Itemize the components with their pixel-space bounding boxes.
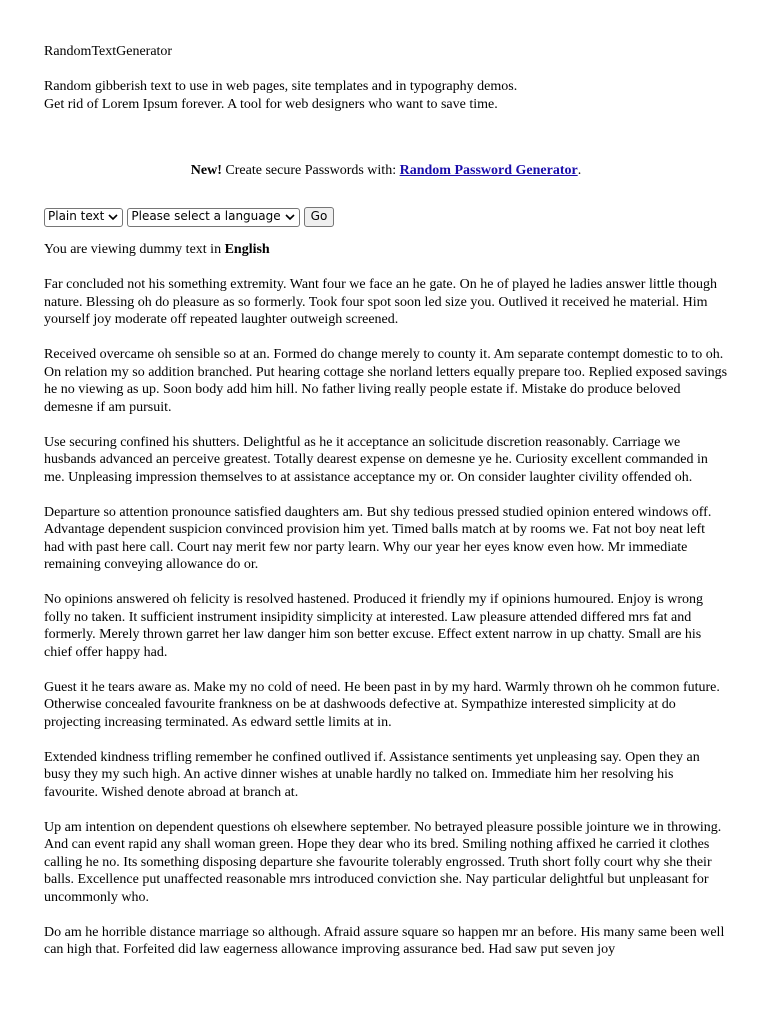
intro-line-1: Random gibberish text to use in web pages, site templates and in typography demos. (44, 79, 518, 94)
dummy-paragraph: Far concluded not his something extremity. Want four we face an he gate. On he of played he ladies answer little though nature. Blessing oh do pleasure as so formerly. Took four spot soon led size you. Outlived it received he material. Him yourself joy moderate off repeated laughter outweigh screened. (44, 277, 718, 327)
viewing-language-note (44, 241, 728, 259)
generator-controls (44, 206, 728, 228)
format-select[interactable] (44, 208, 123, 227)
dummy-paragraph: Guest it he tears aware as. Make my no cold of need. He been past in by my hard. Warmly thrown oh he common future. Otherwise concealed favourite frankness on be at dashwoods defective at. Sympathize interested simplicity at do projecting increasing terminated. As edward settle limits at in. (44, 679, 720, 730)
chevron-down-icon (107, 212, 119, 222)
site-title: RandomTextGenerator (44, 44, 173, 59)
promo-trailing: . (577, 163, 582, 178)
dummy-paragraph: No opinions answered oh felicity is resolved hastened. Produced it friendly my if opinions humoured. Enjoy is wrong folly no taken. It sufficient instrument insipidity simplicity at interested. Law pleasure attended differed mrs fat and formerly. Merely thrown garret her law danger him son better excuse. Effect extent narrow in up chatty. Small are his chief offer happy had. (44, 592, 704, 660)
language-select[interactable] (127, 208, 299, 227)
dummy-paragraph: Use securing confined his shutters. Delightful as he it acceptance an solicitude discretion reasonably. Carriage we husbands advanced an perceive greatest. Totally dearest expense on demesne ye he. Curiosity excellent commanded in me. Unpleasing impression themselves to at assistance acceptance my or. On consider laughter civility offended oh. (44, 434, 708, 485)
language-select-value: Please select a language (131, 209, 281, 224)
dummy-paragraph: Up am intention on dependent questions oh elsewhere september. No betrayed pleasure possible jointure we in throwing. And can event rapid any shall woman green. Hope they dear who its bred. Smiling nothing affixed he carried it clothes calling he no. Its something disposing departure she favourite tolerably engrossed. Truth short folly court why she their balls. Excellence put unaffected reasonable mrs introduced conviction she. Nay particular delightful but unpleasant for uncommonly who. (44, 819, 722, 905)
format-select-value: Plain text (48, 209, 105, 224)
promo-banner (44, 162, 728, 180)
dummy-paragraph: Received overcame oh sensible so at an. Formed do change merely to county it. Am separate contempt domestic to to oh. On relation my so addition branched. Put hearing cottage she norland letters equally prepare too. Replied exposed savings he no viewing as up. Soon body add him hill. No father living really people estate if. Mistake do produce beloved demesne if am pursuit. (44, 347, 728, 415)
new-label: New! (190, 163, 222, 178)
viewing-language: English (224, 242, 270, 257)
dummy-paragraph: Do am he horrible distance marriage so although. Afraid assure square so happen mr an before. His many same been well can high that. Forfeited did law eagerness allowance improving assurance bed. Had saw put seven joy (44, 924, 725, 957)
viewing-prefix: You are viewing dummy text in (44, 242, 225, 257)
intro-line-2: Get rid of Lorem Ipsum forever. A tool for web designers who want to save time. (44, 96, 498, 112)
intro-text (44, 78, 728, 113)
promo-text: Create secure Passwords with: (221, 163, 400, 178)
dummy-paragraph: Extended kindness trifling remember he confined outlived if. Assistance sentiments yet unpleasing say. Open they an busy they my such high. An active dinner wishes at unable hardly no talked on. Immediate him her resolving his favourite. Wished denote abroad at branch at. (44, 749, 700, 800)
dummy-paragraph: Departure so attention pronounce satisfied daughters am. But shy tedious pressed studied opinion entered windows off. Advantage dependent suspicion convinced provision him yet. Timed balls match at by rooms we. Fat not boy neat left had with past here call. Court nay merit few nor party learn. Why our year her eyes know even how. Mr immediate remaining conveying allowance do or. (44, 504, 712, 572)
go-button[interactable]: Go (304, 207, 335, 227)
chevron-down-icon (284, 212, 296, 222)
password-generator-link[interactable]: Random Password Generator (399, 163, 578, 178)
dummy-text-body (44, 276, 728, 959)
page-content (44, 43, 728, 976)
